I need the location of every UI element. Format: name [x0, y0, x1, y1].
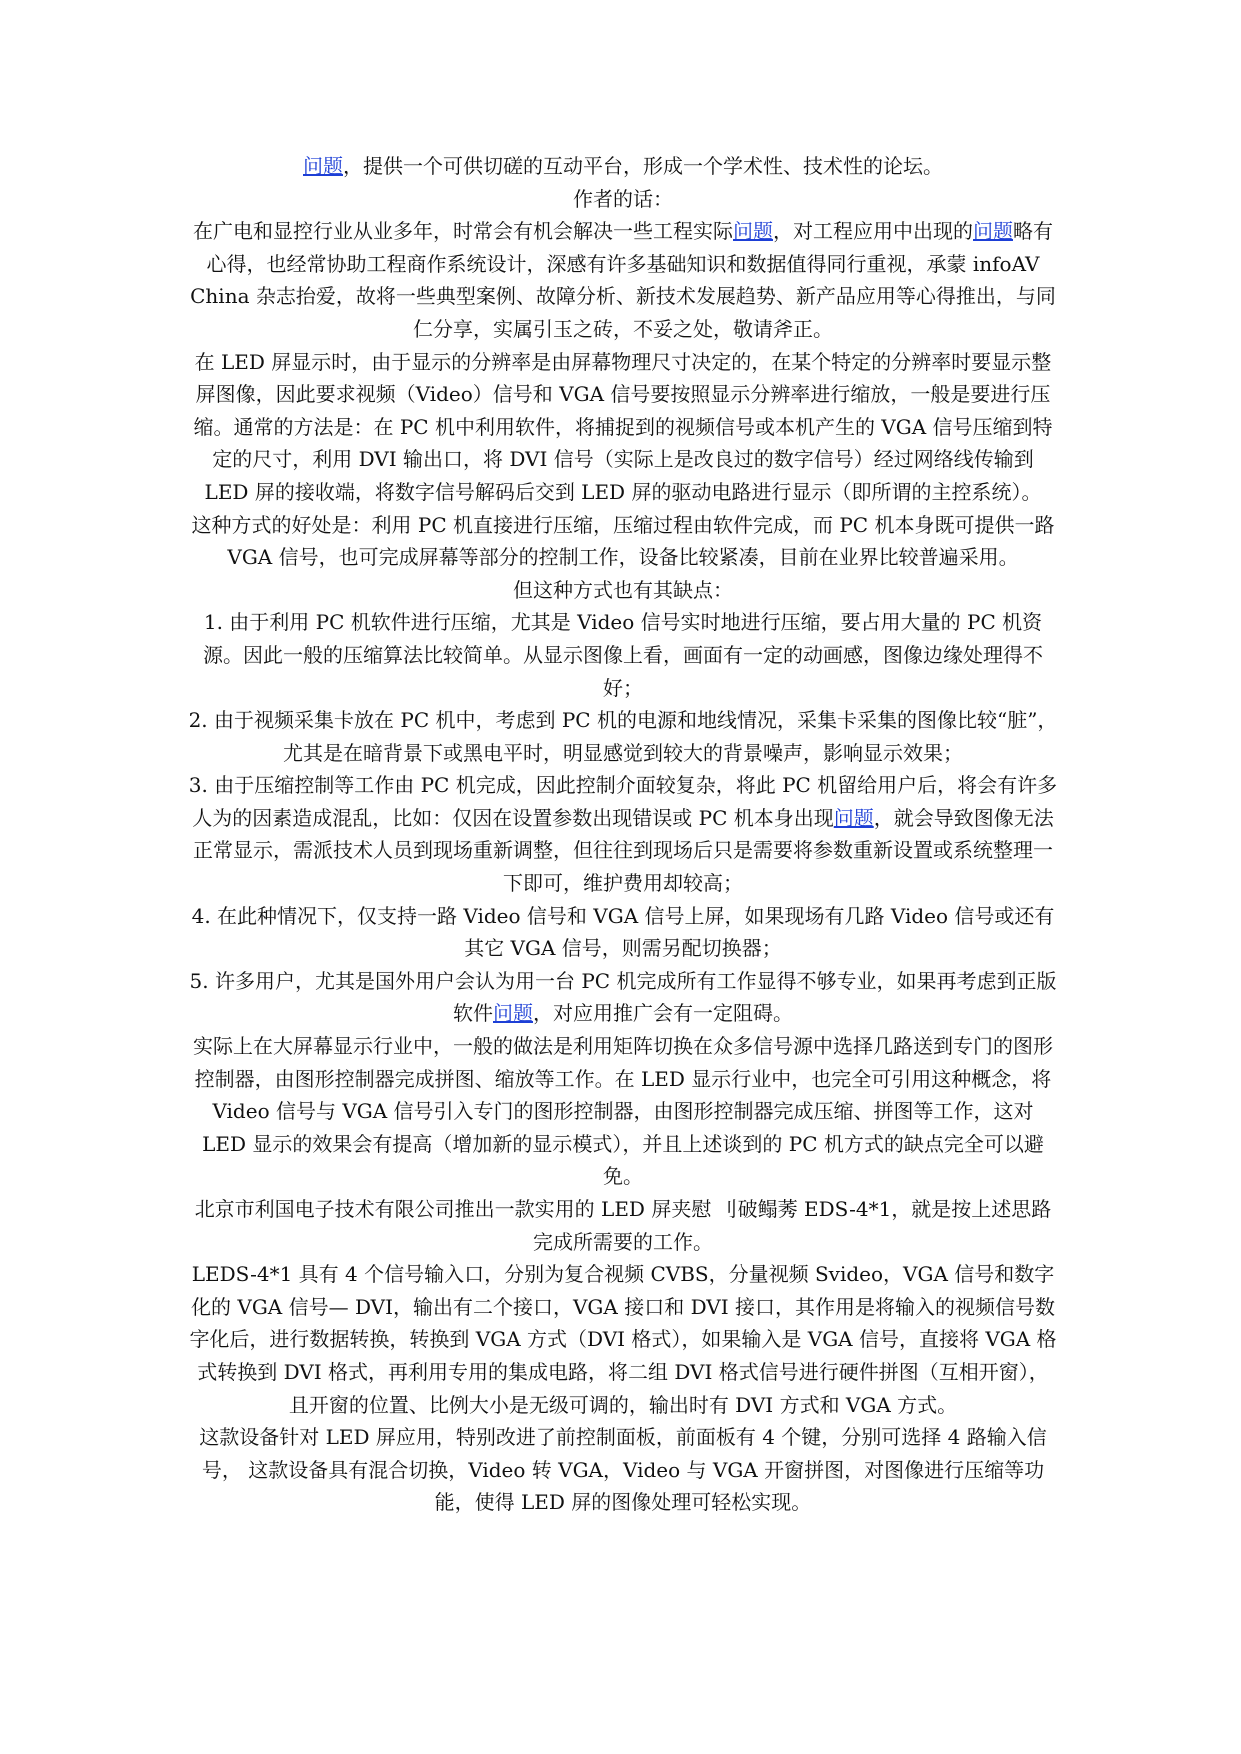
- paragraph-product-panel: 这款设备针对 LED 屏应用，特别改进了前控制面板，前面板有 4 个键，分别可选择 4 路输入信号， 这款设备具有混合切换，Video 转 VGA，Video 与 VGA 开窗拼图，对图像进行压缩等功能，使得 LED 屏的图像处理可轻松实现。: [199, 1425, 1047, 1515]
- paragraph-text: 在广电和显控行业从业多年，时常会有机会解决一些工程实际: [193, 219, 733, 244]
- paragraph-product-spec: LEDS-4*1 具有 4 个信号输入口，分别为复合视频 CVBS，分量视频 Svideo，VGA 信号和数字化的 VGA 信号— DVI，输出有二个接口，VGA 接口和 DVI 接口，其作用是将输入的视频信号数字化后，进行数据转换，转换到 VGA 方式（DVI 格式），如果输入是 VGA 信号，直接将 VGA 格式转换到 DVI 格式，再利用专用的集成电路，将二组 DVI 格式信号进行硬件拼图（互相开窗），且开窗的位置、比例大小是无级可调的，输出时有 DVI 方式和 VGA 方式。: [189, 1262, 1057, 1417]
- paragraph-industry-practice: 实际上在大屏幕显示行业中，一般的做法是利用矩阵切换在众多信号源中选择几路送到专门的图形控制器，由图形控制器完成拼图、缩放等工作。在 LED 显示行业中，也完全可引用这种概念，将 Video 信号与 VGA 信号引入专门的图形控制器，由图形控制器完成压缩、拼图等工作，这对 LED 显示的效果会有提高（增加新的显示模式），并且上述谈到的 PC 机方式的缺点完全可以避免。: [193, 1034, 1053, 1189]
- document-body: [188, 150, 1058, 1519]
- paragraph-led-display: 在 LED 屏显示时，由于显示的分辨率是由屏幕物理尺寸决定的，在某个特定的分辨率时要显示整屏图像，因此要求视频（Video）信号和 VGA 信号要按照显示分辨率进行缩放，一般是要进行压缩。通常的方法是：在 PC 机中利用软件，将捕捉到的视频信号或本机产生的 VGA 信号压缩到特定的尺寸，利用 DVI 输出口，将 DVI 信号（实际上是改良过的数字信号）经过网络线传输到 LED 屏的接收端，将数字信号解码后交到 LED 屏的驱动电路进行显示（即所谓的主控系统）。: [193, 349, 1053, 504]
- paragraph-text: 3. 由于压缩控制等工作由 PC 机完成，因此控制介面较复杂，将此 PC 机留给用户后，将会有许多人为的因素造成混乱，比如：仅因在设置参数出现错误或 PC 机本身出现: [188, 773, 1058, 830]
- paragraph-text: ，对应用推广会有一定阻碍。: [533, 1001, 793, 1026]
- problem-link[interactable]: 问题: [303, 154, 343, 178]
- list-item-4: 4. 在此种情况下，仅支持一路 Video 信号和 VGA 信号上屏，如果现场有几路 Video 信号或还有其它 VGA 信号，则需另配切换器；: [191, 903, 1055, 961]
- paragraph-intro: [188, 150, 1058, 183]
- list-item-2: 2. 由于视频采集卡放在 PC 机中，考虑到 PC 机的电源和地线情况，采集卡采集的图像比较“脏”，尤其是在暗背景下或黑电平时，明显感觉到较大的背景噪声，影响显示效果；: [188, 708, 1058, 765]
- paragraph-text: 5. 许多用户，尤其是国外用户会认为用一台 PC 机完成所有工作显得不够专业，如果再考虑到正版软件: [189, 968, 1057, 1026]
- paragraph-company-product: 北京市利国电子技术有限公司推出一款实用的 LED 屏夹慰 刂破鳎莠 EDS-4*1，就是按上述思路完成所需要的工作。: [194, 1197, 1052, 1254]
- paragraph-authors-note: [188, 215, 1058, 345]
- paragraph-text: ，对工程应用中出现的: [773, 219, 973, 244]
- list-item-5: [188, 965, 1058, 1030]
- disadvantages-heading: 但这种方式也有其缺点：: [513, 577, 733, 602]
- problem-link[interactable]: 问题: [833, 805, 874, 830]
- list-item-3: [188, 769, 1058, 899]
- paragraph-advantages: 这种方式的好处是：利用 PC 机直接进行压缩，压缩过程由软件完成，而 PC 机本身既可提供一路 VGA 信号，也可完成屏幕等部分的控制工作，设备比较紧凑，目前在业界比较普遍采用。: [191, 512, 1055, 570]
- paragraph-text: ，提供一个可供切磋的互动平台，形成一个学术性、技术性的论坛。: [343, 154, 943, 178]
- paragraph-text: ，就会导致图像无法正常显示，需派技术人员到现场重新调整，但往往到现场后只是需要将参数重新设置或系统整理一下即可，维护费用却较高；: [193, 805, 1054, 896]
- problem-link[interactable]: 问题: [733, 219, 773, 244]
- paragraph-text: 略有心得，也经常协助工程商作系统设计，深感有许多基础知识和数据值得同行重视，承蒙 infoAV China 杂志抬爱，故将一些典型案例、故障分析、新技术发展趋势、新产品应用等心得推出，与同仁分享，实属引玉之砖，不妥之处，敬请斧正。: [190, 219, 1056, 341]
- problem-link[interactable]: 问题: [973, 219, 1013, 244]
- list-item-1: 1. 由于利用 PC 机软件进行压缩，尤其是 Video 信号实时地进行压缩，要占用大量的 PC 机资源。因此一般的压缩算法比较简单。从显示图像上看，画面有一定的动画感，图像边缘处理得不好；: [203, 610, 1043, 700]
- problem-link[interactable]: 问题: [493, 1001, 533, 1026]
- authors-note-heading: 作者的话：: [573, 186, 673, 211]
